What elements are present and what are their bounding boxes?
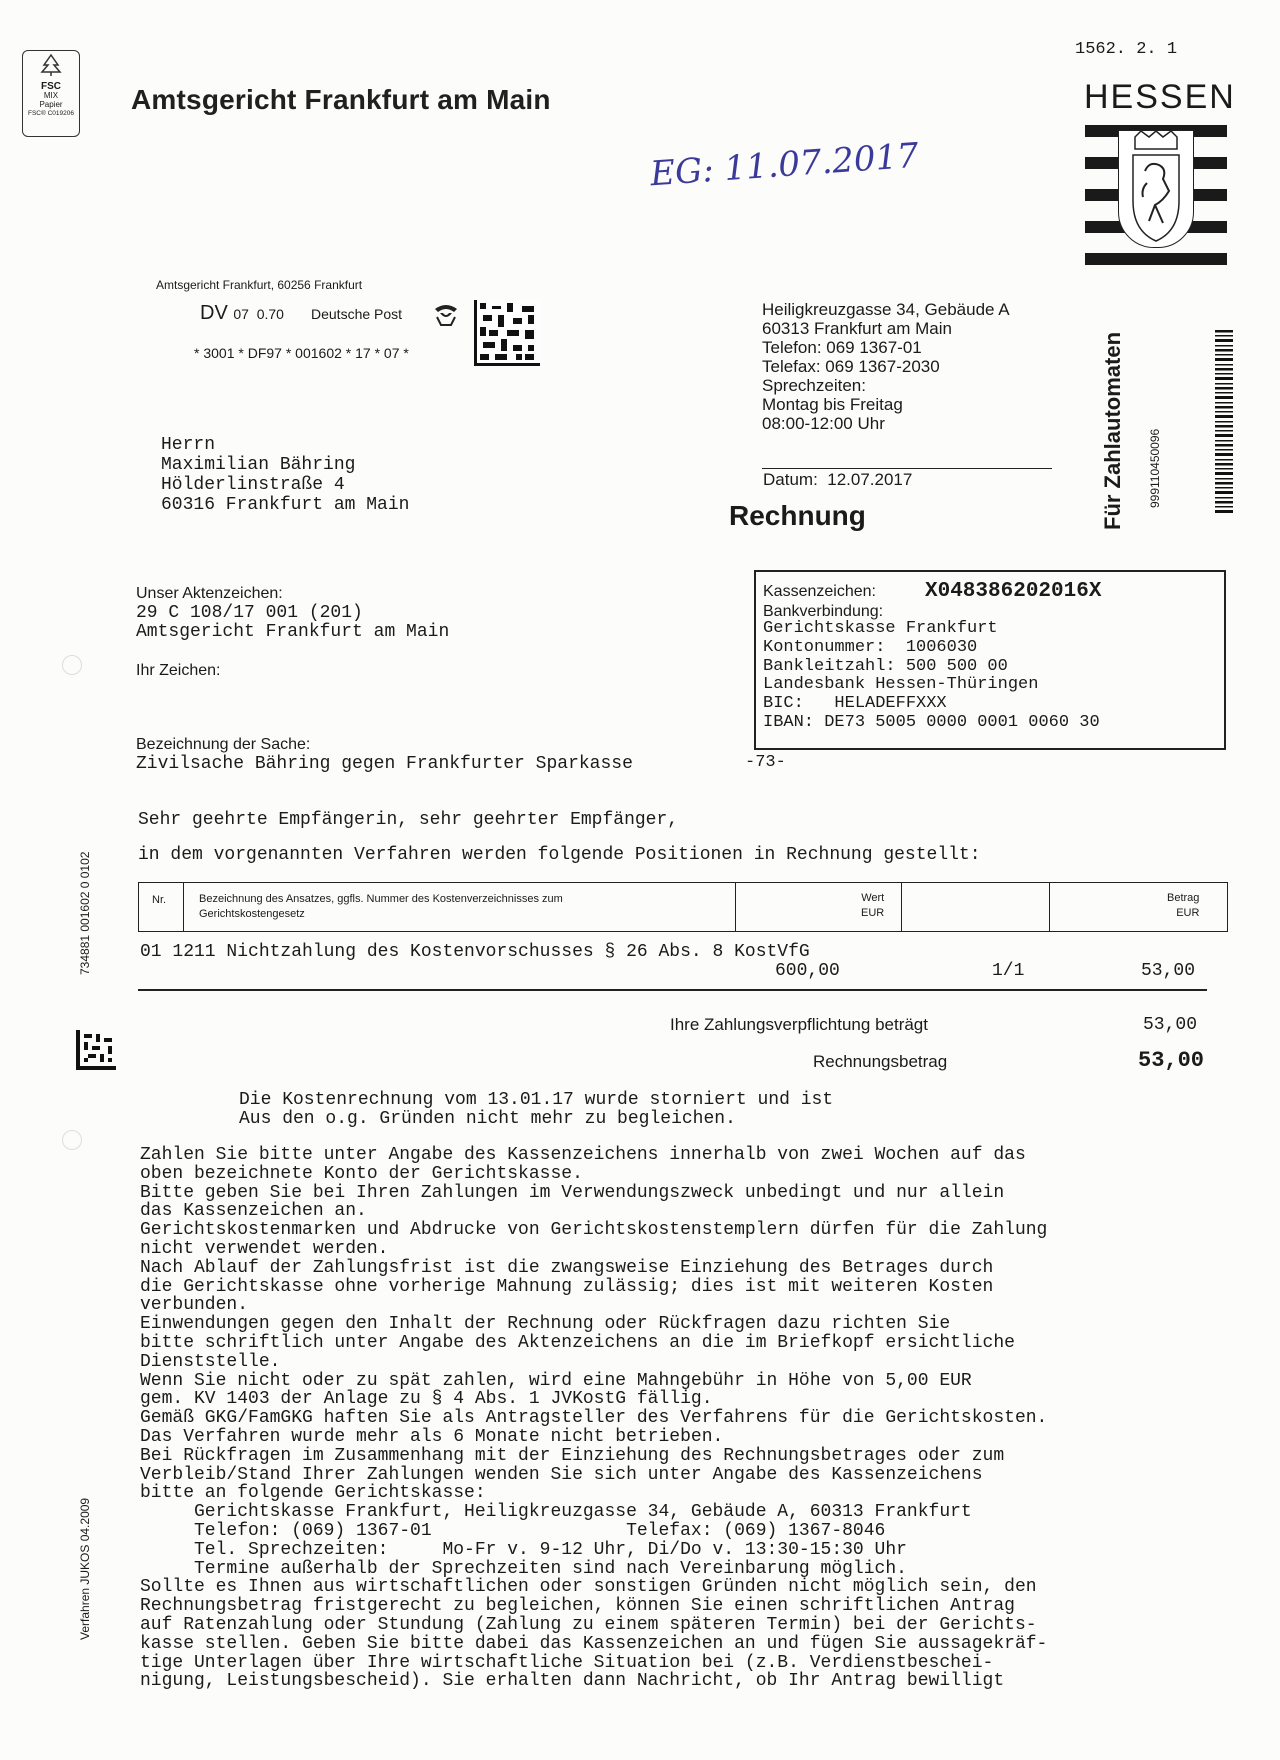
document-type-title: Rechnung <box>729 500 866 531</box>
col-value: Wert EUR <box>861 892 885 919</box>
datamatrix-icon <box>474 300 540 366</box>
invoice-total-label: Rechnungsbetrag <box>813 1052 948 1071</box>
cancellation-note: Die Kostenrechnung vom 13.01.17 wurde storniert und ist Aus den o.g. Gründen nicht mehr zu begleichen. <box>239 1090 834 1129</box>
post-horn-icon <box>432 303 460 327</box>
court-title: Amtsgericht Frankfurt am Main <box>131 84 551 115</box>
reference-number: 1562. 2. 1 <box>1075 40 1178 59</box>
sender-return-address: Amtsgericht Frankfurt, 60256 Frankfurt <box>156 278 363 292</box>
case-number-value: 29 C 108/17 001 (201) Amtsgericht Frankfurt am Main <box>136 603 450 642</box>
coat-of-arms-icon <box>1118 130 1194 248</box>
bank-details: Gerichtskasse Frankfurt Kontonummer: 1006030 Bankleitzahl: 500 500 00 Landesbank Hessen-Thüringen BIC: HELADEFFXXX IBAN: DE73 5005 0000 0001 0060 30 <box>763 619 1100 732</box>
barcode-icon <box>1165 330 1237 540</box>
your-reference-label: Ihr Zeichen: <box>136 662 221 679</box>
fsc-line3: Papier <box>39 100 63 109</box>
table-bottom-rule <box>138 989 1207 991</box>
fsc-logo <box>22 50 80 137</box>
matter-label: Bezeichnung der Sache: <box>136 736 311 753</box>
position-amount: 53,00 <box>1141 961 1196 981</box>
fsc-line4: FSC® C019206 <box>28 110 74 117</box>
fsc-line2: MIX <box>43 91 59 100</box>
case-number-label: Unser Aktenzeichen: <box>136 585 283 602</box>
positions-table-header <box>138 882 1228 932</box>
handwritten-receipt-note: EG: 11.07.2017 <box>648 135 920 195</box>
position-fraction: 1/1 <box>992 961 1025 981</box>
col-nr: Nr. <box>152 894 167 906</box>
position-value: 600,00 <box>775 961 840 981</box>
payment-obligation-label: Ihre Zahlungsverpflichtung beträgt <box>670 1015 928 1034</box>
matter-value: Zivilsache Bähring gegen Frankfurter Sparkasse <box>136 754 633 774</box>
form-name: Verfahren JUKOS 04.2009 <box>78 1497 92 1640</box>
state-label: HESSEN <box>1084 78 1236 116</box>
cash-reference-label: Kassenzeichen: <box>763 583 876 600</box>
fsc-line1: FSC <box>41 81 61 92</box>
salutation: Sehr geehrte Empfängerin, sehr geehrter Empfänger, <box>138 810 679 830</box>
barcode-number: 999110450096 <box>1148 428 1162 508</box>
dv-label: DV <box>200 302 228 324</box>
col-amount: Betrag EUR <box>1167 892 1200 919</box>
payment-obligation-value: 53,00 <box>1143 1015 1198 1035</box>
dv-nums: 07 0.70 <box>233 306 284 322</box>
small-datamatrix-icon <box>76 1030 116 1070</box>
position-description: 01 1211 Nichtzahlung des Kostenvorschusses § 26 Abs. 8 KostVfG <box>140 942 810 962</box>
invoice-total-value: 53,00 <box>1138 1048 1205 1073</box>
punch-hole <box>62 1130 82 1150</box>
court-address: Heiligkreuzgasse 34, Gebäude A 60313 Frankfurt am Main Telefon: 069 1367-01 Telefax: 069 1367-2030 Sprechzeiten: Montag bis Freitag 08:00-12:00 Uhr <box>762 300 1010 433</box>
cash-reference-value: X048386202016X <box>925 580 1102 603</box>
recipient-address: Herrn Maximilian Bähring Hölderlinstraße 4 60316 Frankfurt am Main <box>161 435 410 515</box>
tree-icon <box>36 53 66 77</box>
payment-instructions: Zahlen Sie bitte unter Angabe des Kassenzeichens innerhalb von zwei Wochen auf das oben bezeichnete Konto der Gerichtskasse. Bitte geben Sie bei Ihren Zahlungen im Verwendungszweck unbedingt und nur allein das Kassenzeichen an. Gerichtskostenmarken und Abdrucke von Gerichtskostenstemplern dürfen für die Zahlung nicht verwendet werden. Nach Ablauf der Zahlungsfrist ist die zwangsweise Einziehung des Betrages durch die Gerichtskasse ohne vorherige Mahnung zulässig; dies ist mit weiteren Kosten verbunden. Einwendungen gegen den Inhalt der Rechnung oder Rückfragen dazu richten Sie bitte schriftlich unter Angabe des Aktenzeichens an die im Briefkopf ersichtliche Dienststelle. Wenn Sie nicht oder zu spät zahlen, wird eine Mahngebühr in Höhe von 5,00 EUR gem. KV 1403 der Anlage zu § 4 Abs. 1 JVKostG fällig. Gemäß GKG/FamGKG haften Sie als Antragsteller des Verfahrens für die Gerichtskosten. Das Verfahren wurde mehr als 6 Monate nicht betrieben. Bei Rückfragen im Zusammenhang mit der Einziehung des Rechnungsbetrages oder zum Verbleib/Stand Ihrer Zahlungen wenden Sie sich unter Angabe des Kassenzeichens bitte an folgende Gerichtskasse: Gerichtskasse Frankfurt, Heiligkreuzgasse 34, Gebäude A, 60313 Frankfurt Telefon: (069) 1367-01 Telefax: (069) 1367-8046 Tel. Sprechzeiten: Mo-Fr v. 9-12 Uhr, Di/Do v. 13:30-15:30 Uhr Termine außerhalb der Sprechzeiten sind nach Vereinbarung möglich. Sollte es Ihnen aus wirtschaftlichen oder sonstigen Gründen nicht möglich sein, den Rechnungsbetrag fristgerecht zu begleichen, können Sie einen schriftlichen Antrag auf Ratenzahlung oder Stundung (Zahlung zu einem späteren Termin) bei der Gerichts- kasse stellen. Geben Sie bitte dabei das Kassenzeichen an und fügen Sie aussagekräf- tige Unterlagen über Ihre wirtschaftliche Situation bei (z.B. Verdienstbeschei- nigung, Leistungsbescheid). Sie erhalten dann Nachricht, ob Ihr Antrag bewilligt <box>140 1145 1048 1692</box>
punch-hole <box>62 655 82 675</box>
postage-dv <box>200 302 284 325</box>
col-description: Bezeichnung des Ansatzes, ggfls. Nummer des Kostenverzeichnisses zum Gerichtskostengesetz <box>199 893 563 920</box>
post-label: Deutsche Post <box>311 306 403 322</box>
payment-machine-label: Für Zahlautomaten <box>1100 331 1125 530</box>
postage-stamp-code: * 3001 * DF97 * 001602 * 17 * 07 * <box>194 345 409 361</box>
bank-label: Bankverbindung: <box>763 603 884 620</box>
intro-line: in dem vorgenannten Verfahren werden folgende Positionen in Rechnung gestellt: <box>138 845 981 865</box>
document-date: Datum: 12.07.2017 <box>763 470 913 489</box>
form-code: 734881 001602 0 0102 <box>78 851 92 975</box>
address-divider <box>762 468 1052 469</box>
matter-number: -73- <box>745 753 786 772</box>
